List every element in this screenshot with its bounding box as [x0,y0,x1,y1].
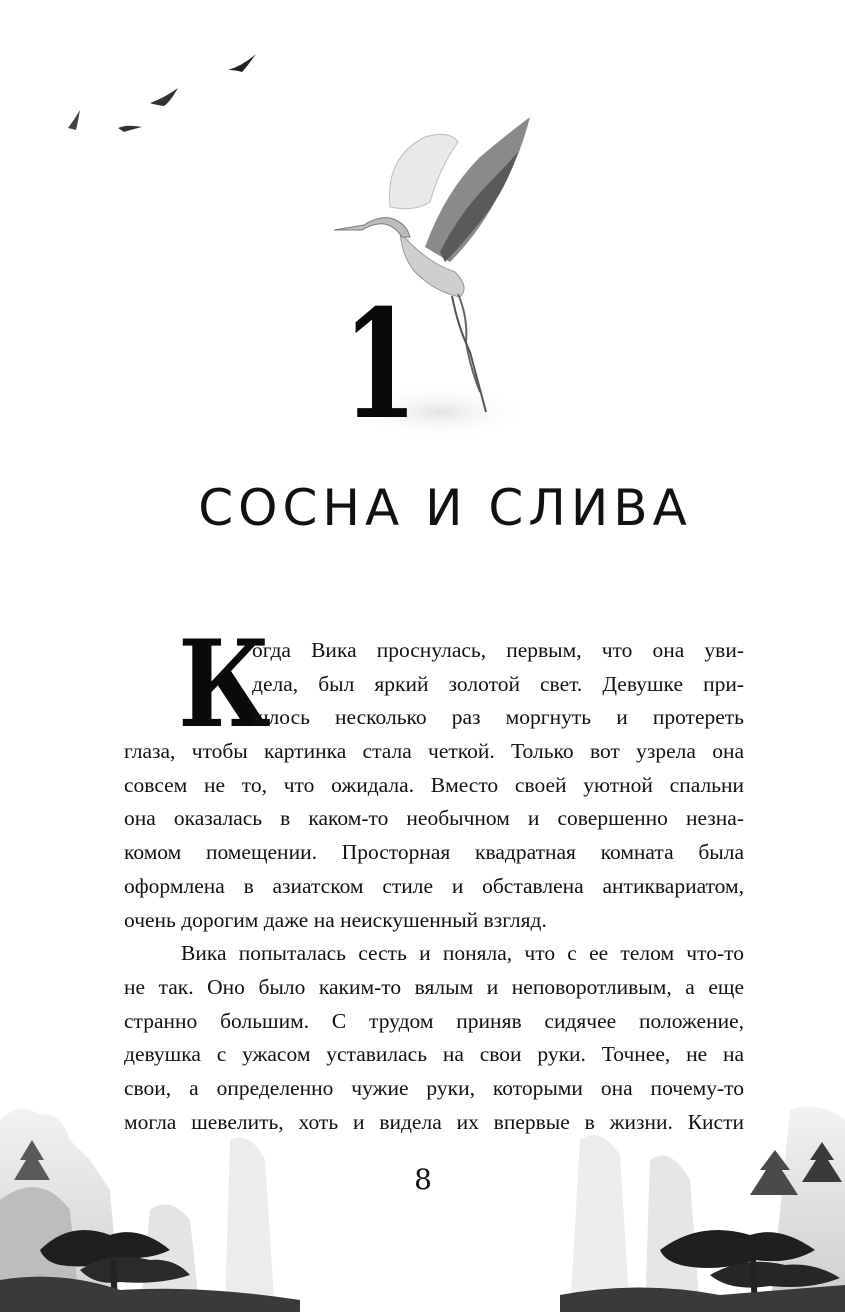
text-line: девушка с ужасом уставилась на свои руки. Точнее, не на [124,1042,744,1067]
text-line: дела, был яркий золотой свет. Девушке при- [252,671,744,696]
text-line: Вика попыталась сесть и поняла, что с ее телом что-то [181,941,744,966]
paragraph [124,634,744,937]
text-line: комом помещении. Просторная квадратная комната была [124,840,744,865]
text-line: не так. Оно было каким-то вялым и неповоротливым, а еще [124,974,744,999]
text-line: странно большим. С трудом приняв сидячее положение, [124,1008,744,1033]
text-line: могла шевелить, хоть и видела их впервые в жизни. Кисти [124,1109,744,1134]
drop-cap-letter: К [178,614,271,755]
text-line: свои, а определенно чужие руки, которыми она почему-то [124,1075,744,1100]
misty-mountains-pines-left [0,1100,300,1312]
chapter-title: СОСНА И СЛИВА [198,479,692,537]
misty-mountains-pines-right [560,1100,845,1312]
text-line: очень дорогим даже на неискушенный взгляд. [124,907,547,932]
text-line: шлось несколько раз моргнуть и протереть [252,705,744,730]
page-number: 8 [414,1163,432,1196]
flying-birds-icon [60,48,270,143]
text-line: совсем не то, что ожидала. Вместо своей уютной спальни [124,772,744,797]
text-line: оформлена в азиатском стиле и обставлена антиквариатом, [124,873,744,898]
text-line: глаза, чтобы картинка стала четкой. Только вот узрела она [124,739,744,764]
text-line: она оказалась в каком-то необычном и совершенно незна- [124,806,744,831]
text-line: огда Вика проснулась, первым, что она уви- [252,638,744,662]
chapter-body-text [124,634,744,1139]
chapter-number: 1 [342,277,418,453]
